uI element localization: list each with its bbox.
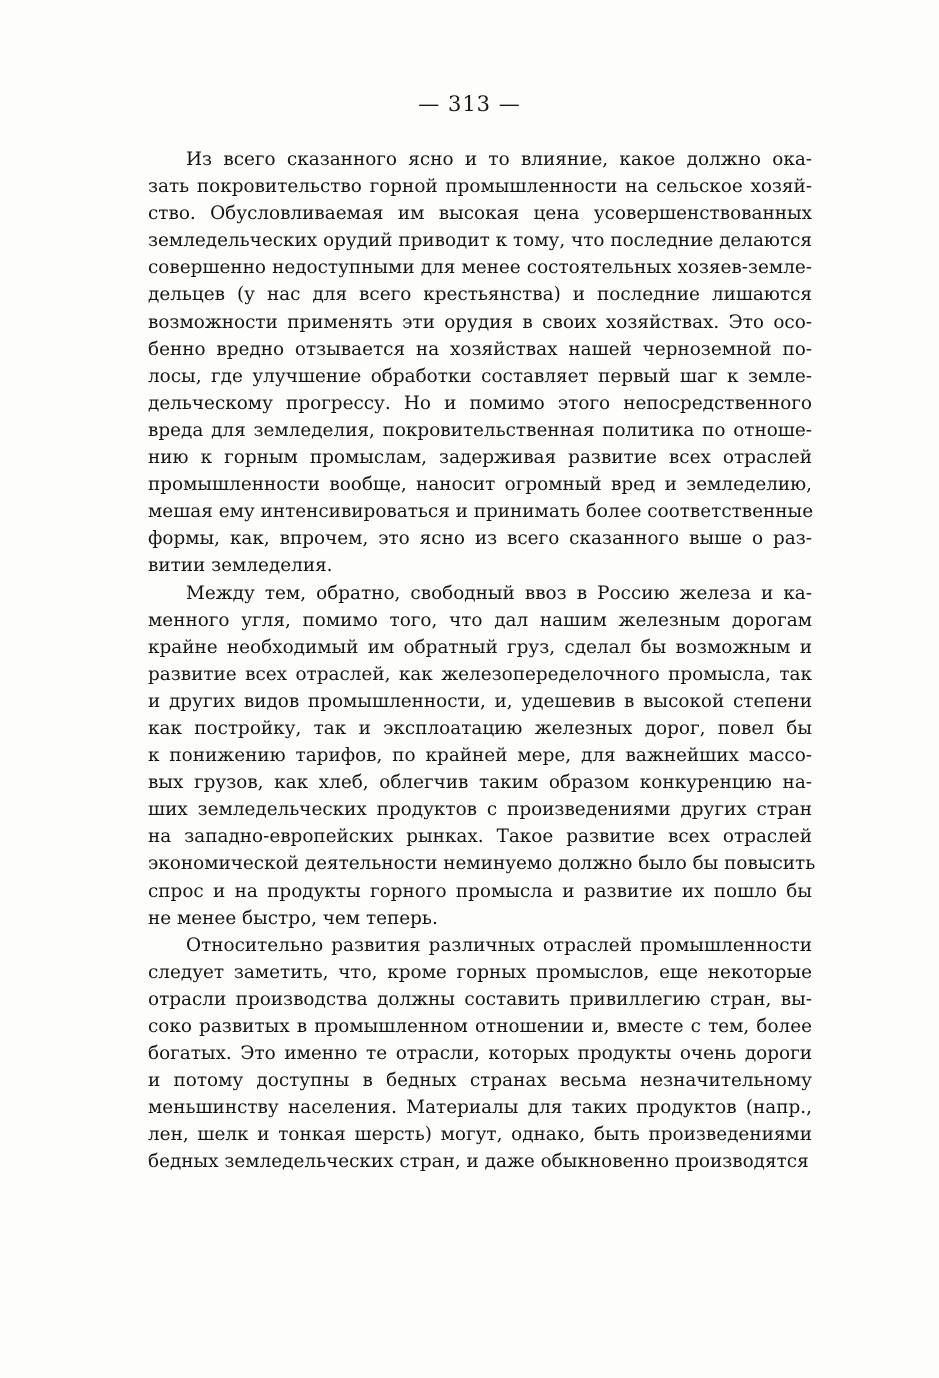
text-line: бедных земледельческих стран, и даже обыкновенно производятся: [148, 1151, 809, 1173]
text-line: отрасли производства должны составить привиллегию стран, вы-: [148, 988, 812, 1010]
text-line: вых грузов, как хлеб, облегчив таким образом конкуренцию на-: [148, 772, 812, 794]
text-line: лосы, где улучшение обработки составляет первый шаг к земле-: [148, 365, 812, 387]
text-line: дельческому прогрессу. Но и помимо этого непосредственного: [148, 392, 812, 414]
text-line: крайне необходимый им обратный груз, сделал бы возможным и: [148, 636, 812, 658]
text-line: вреда для земледелия, покровительственная политика по отноше-: [148, 419, 812, 441]
text-line: к понижению тарифов, по крайней мере, для важнейших массо-: [148, 745, 812, 767]
text-line: спрос и на продукты горного промысла и развитие их пошло бы: [148, 880, 812, 902]
text-line: зать покровительство горной промышленности на сельское хозяй-: [148, 176, 812, 198]
text-line: Из всего сказанного ясно и то влияние, какое должно ока-: [186, 149, 812, 170]
text-line: возможности применять эти орудия в своих хозяйствах. Это осо-: [148, 311, 812, 333]
text-line: земледельческих орудий приводит к тому, что последние делаются: [148, 230, 813, 252]
text-line: и других видов промышленности, и, удешевив в высокой степени: [148, 690, 812, 712]
text-line: и потому доступны в бедных странах весьма незначительному: [148, 1070, 812, 1092]
text-line: на западно-европейских рынках. Такое развитие всех отраслей: [148, 826, 812, 848]
text-line: промышленности вообще, наносит огромный вред и земледелию,: [148, 474, 812, 496]
text-line: совершенно недоступными для менее состоятельных хозяев-земле-: [148, 257, 812, 279]
text-line: соко развитых в промышленном отношении и, вместе с тем, более: [148, 1016, 812, 1037]
text-line: лен, шелк и тонкая шерсть) могут, однако, быть произведениями: [148, 1124, 812, 1146]
text-line: витии земледелия.: [148, 555, 333, 577]
text-line: формы, как, впрочем, это ясно из всего сказанного выше о раз-: [148, 528, 812, 550]
text-line: менного угля, помимо того, что дал нашим железным дорогам: [148, 609, 812, 631]
text-line: экономической деятельности неминуемо должно было бы повысить: [148, 853, 816, 875]
text-line: ших земледельческих продуктов с произведениями других стран: [148, 799, 812, 821]
text-line: нию к горным промыслам, задерживая развитие всех отраслей: [148, 447, 812, 469]
text-line: следует заметить, что, кроме горных промыслов, еще некоторые: [148, 961, 812, 983]
text-line: Между тем, обратно, свободный ввоз в Россию железа и ка-: [186, 582, 812, 604]
text-line: развитие всех отраслей, как железопеределочного промысла, так: [148, 663, 812, 685]
text-line: дельцев (у нас для всего крестьянства) и последние лишаются: [148, 284, 812, 306]
text-line: мешая ему интенсивироваться и принимать более соответственные: [148, 501, 814, 523]
paragraph: [148, 146, 812, 580]
text-line: бенно вредно отзывается на хозяйствах нашей черноземной по-: [148, 338, 812, 360]
body-text: [148, 146, 816, 1176]
text-line: богатых. Это именно те отрасли, которых продукты очень дороги: [148, 1043, 812, 1065]
paragraph: [148, 932, 812, 1176]
paragraph: [148, 580, 816, 932]
text-line: меньшинству населения. Материалы для таких продуктов (напр.,: [148, 1097, 812, 1119]
text-line: ство. Обусловливаемая им высокая цена усовершенствованных: [148, 203, 812, 225]
text-line: не менее быстро, чем теперь.: [148, 907, 438, 929]
text-line: Относительно развития различных отраслей промышленности: [186, 934, 812, 956]
page-number: — 313 —: [418, 92, 521, 116]
text-line: как постройку, так и эксплоатацию железных дорог, повел бы: [148, 717, 812, 739]
